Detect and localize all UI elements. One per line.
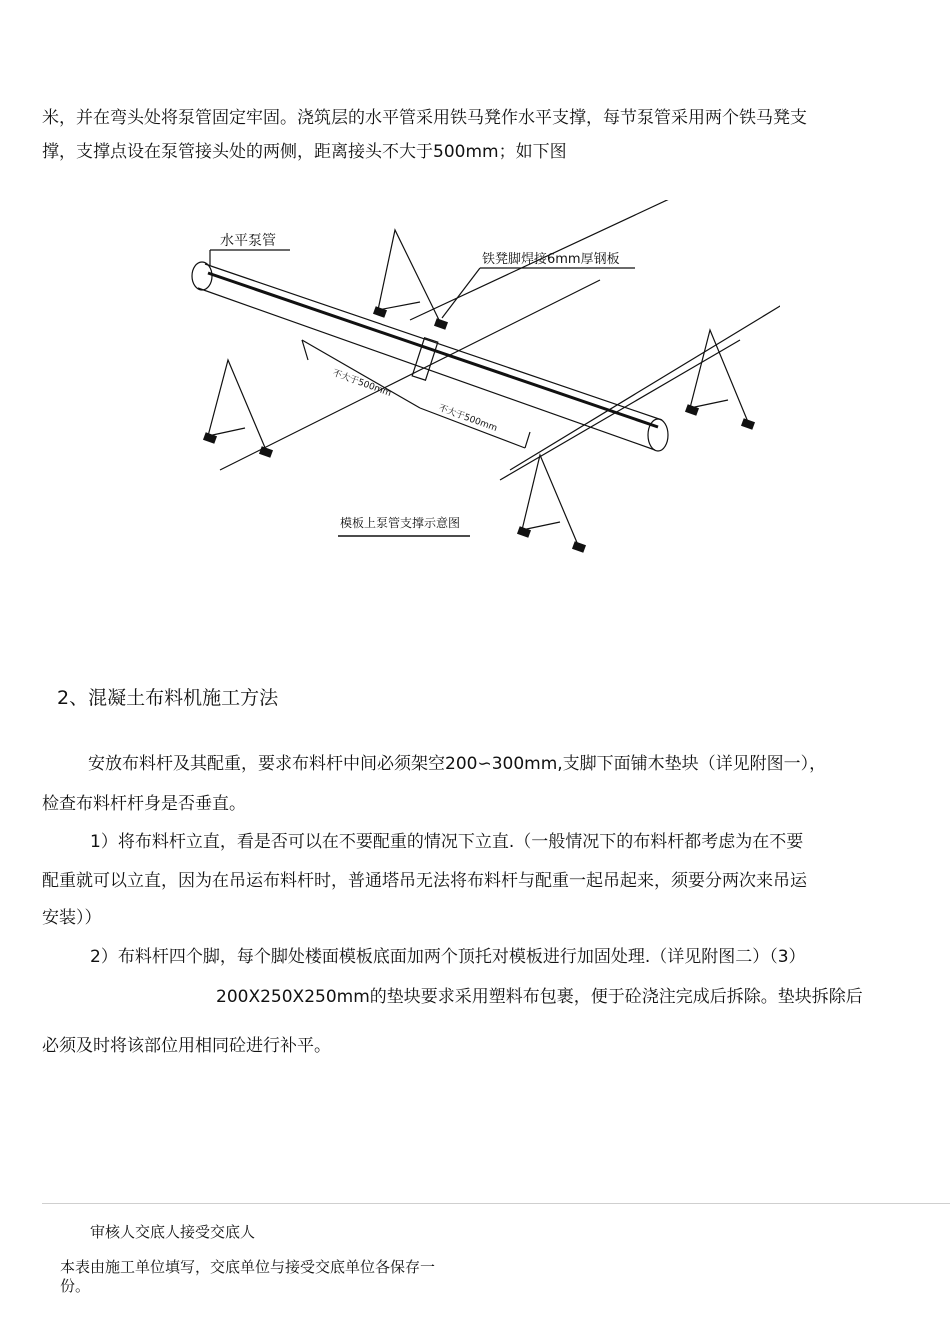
item2-line-3: 必须及时将该部位用相同砼进行补平。 bbox=[42, 1036, 331, 1056]
diagram-caption: 模板上泵管支撑示意图 bbox=[340, 516, 461, 530]
label-stool-steel-plate: 铁凳脚焊接6mm厚钢板 bbox=[482, 252, 620, 267]
footer-signatures: 审核人交底人接受交底人 bbox=[90, 1223, 256, 1241]
footer-note-line-2: 份。 bbox=[60, 1277, 91, 1295]
item1-line-2: 配重就可以立直，因为在吊运布料杆时，普通塔吊无法将布料杆与配重一起吊起来，须要分两次来吊运 bbox=[42, 871, 807, 891]
item2-line-2: 200X250X250mm的垫块要求采用塑料布包裹，便于砼浇注完成后拆除。垫块拆除后 bbox=[216, 987, 863, 1007]
section-heading: 2、混凝土布料机施工方法 bbox=[57, 687, 279, 709]
item2-line-1: 2）布料杆四个脚，每个脚处楼面模板底面加两个顶托对模板进行加固处理.（详见附图二）（3） bbox=[90, 947, 806, 967]
item1-line-1: 1）将布料杆立直，看是否可以在不要配重的情况下立直.（一般情况下的布料杆都考虑为在不要 bbox=[90, 832, 804, 852]
label-dimension-left: 不大于500mm bbox=[330, 368, 393, 399]
pump-pipe-support-diagram bbox=[180, 200, 780, 560]
footer-divider bbox=[42, 1203, 950, 1204]
footer-note-line-1: 本表由施工单位填写，交底单位与接受交底单位各保存一 bbox=[60, 1258, 436, 1276]
label-dimension-right: 不大于500mm bbox=[436, 403, 499, 434]
intro-line-1: 米，并在弯头处将泵管固定牢固。浇筑层的水平管采用铁马凳作水平支撑，每节泵管采用两个铁马凳支 bbox=[42, 108, 807, 128]
label-horizontal-pipe: 水平泵管 bbox=[220, 233, 276, 249]
para1-line-2: 检查布料杆杆身是否垂直。 bbox=[42, 794, 246, 814]
intro-line-2: 撑，支撑点设在泵管接头处的两侧，距离接头不大于500mm；如下图 bbox=[42, 142, 567, 162]
item1-line-3: 安装）） bbox=[42, 908, 102, 928]
para1-line-1: 安放布料杆及其配重，要求布料杆中间必须架空200∽300mm,支脚下面铺木垫块（详见附图一）， bbox=[88, 754, 827, 774]
